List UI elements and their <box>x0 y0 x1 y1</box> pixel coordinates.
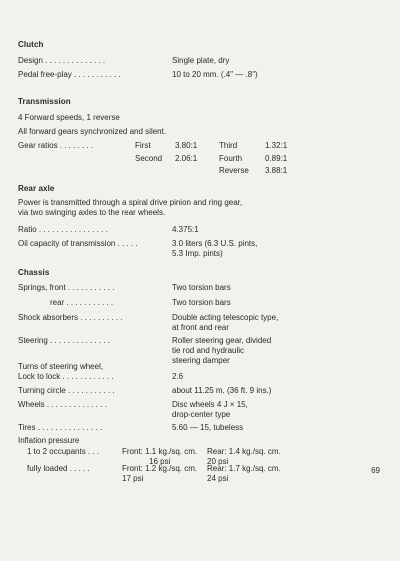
springs-rear-value: Two torsion bars <box>172 298 231 307</box>
fully-loaded-front-2: 17 psi <box>122 474 144 483</box>
rear-axle-text-1: Power is transmitted through a spiral drive pinion and ring gear, <box>18 198 243 207</box>
clutch-heading: Clutch <box>18 40 44 49</box>
chassis-heading: Chassis <box>18 268 50 277</box>
turns-label-2: Lock to lock . . . . . . . . . . . . <box>18 372 114 381</box>
turns-label-1: Turns of steering wheel, <box>18 362 104 371</box>
transmission-heading: Transmission <box>18 97 71 106</box>
steering-value-1: Roller steering gear, divided <box>172 336 272 345</box>
fully-loaded-label: fully loaded . . . . . <box>27 464 90 473</box>
oil-capacity-value-1: 3.0 liters (6.3 U.S. pints, <box>172 239 258 248</box>
occupants-rear-2: 20 psi <box>207 457 229 466</box>
wheels-value-2: drop-center type <box>172 410 231 419</box>
inflation-label: Inflation pressure <box>18 436 80 445</box>
gear-ratios-label: Gear ratios . . . . . . . . <box>18 141 94 150</box>
gear-name: Third <box>219 141 238 150</box>
pedal-freeplay-value: 10 to 20 mm. (.4" — .8") <box>172 70 258 79</box>
springs-rear-label: rear . . . . . . . . . . . <box>50 298 114 307</box>
steering-label: Steering . . . . . . . . . . . . . . <box>18 336 111 345</box>
gear-ratio: 1.32:1 <box>265 141 288 150</box>
fully-loaded-rear-1: Rear: 1.7 kg./sq. cm. <box>207 464 281 473</box>
shock-absorbers-value-1: Double acting telescopic type, <box>172 313 279 322</box>
rear-axle-heading: Rear axle <box>18 184 55 193</box>
ratio-label: Ratio . . . . . . . . . . . . . . . . <box>18 225 108 234</box>
page-number: 69 <box>371 466 380 475</box>
springs-front-label: Springs, front . . . . . . . . . . . <box>18 283 115 292</box>
steering-value-3: steering damper <box>172 356 230 365</box>
occupants-front-1: Front: 1.1 kg./sq. cm. <box>122 447 198 456</box>
gear-name: Reverse <box>219 166 249 175</box>
turns-value: 2.6 <box>172 372 184 381</box>
transmission-sync: All forward gears synchronized and silent. <box>18 127 167 136</box>
tires-value: 5.60 — 15, tubeless <box>172 423 244 432</box>
oil-capacity-label: Oil capacity of transmission . . . . . <box>18 239 138 248</box>
gear-name: Second <box>135 154 163 163</box>
turning-circle-value: about 11.25 m. (36 ft. 9 ins.) <box>172 386 272 395</box>
ratio-value: 4.375:1 <box>172 225 199 234</box>
clutch-design-value: Single plate, dry <box>172 56 230 65</box>
fully-loaded-front-1: Front: 1.2 kg./sq. cm. <box>122 464 198 473</box>
gear-ratio: 3.88:1 <box>265 166 288 175</box>
springs-front-value: Two torsion bars <box>172 283 231 292</box>
gear-name: Fourth <box>219 154 243 163</box>
rear-axle-text-2: via two swinging axles to the rear wheels. <box>18 208 166 217</box>
pedal-freeplay-label: Pedal free-play . . . . . . . . . . . <box>18 70 121 79</box>
wheels-label: Wheels . . . . . . . . . . . . . . <box>18 400 107 409</box>
gear-ratio: 0.89:1 <box>265 154 288 163</box>
wheels-value-1: Disc wheels 4 J × 15, <box>172 400 248 409</box>
turning-circle-label: Turning circle . . . . . . . . . . . <box>18 386 115 395</box>
gear-ratio: 2.06:1 <box>175 154 198 163</box>
occupants-rear-1: Rear: 1.4 kg./sq. cm. <box>207 447 281 456</box>
fully-loaded-rear-2: 24 psi <box>207 474 229 483</box>
shock-absorbers-label: Shock absorbers . . . . . . . . . . <box>18 313 123 322</box>
shock-absorbers-value-2: at front and rear <box>172 323 229 332</box>
tires-label: Tires . . . . . . . . . . . . . . . <box>18 423 103 432</box>
gear-ratio: 3.80:1 <box>175 141 198 150</box>
steering-value-2: tie rod and hydraulic <box>172 346 245 355</box>
oil-capacity-value-2: 5.3 Imp. pints) <box>172 249 223 258</box>
occupants-front-2: 16 psi <box>149 457 171 466</box>
transmission-speeds: 4 Forward speeds, 1 reverse <box>18 113 120 122</box>
occupants-label: 1 to 2 occupants . . . <box>27 447 100 456</box>
clutch-design-label: Design . . . . . . . . . . . . . . <box>18 56 106 65</box>
gear-name: First <box>135 141 151 150</box>
